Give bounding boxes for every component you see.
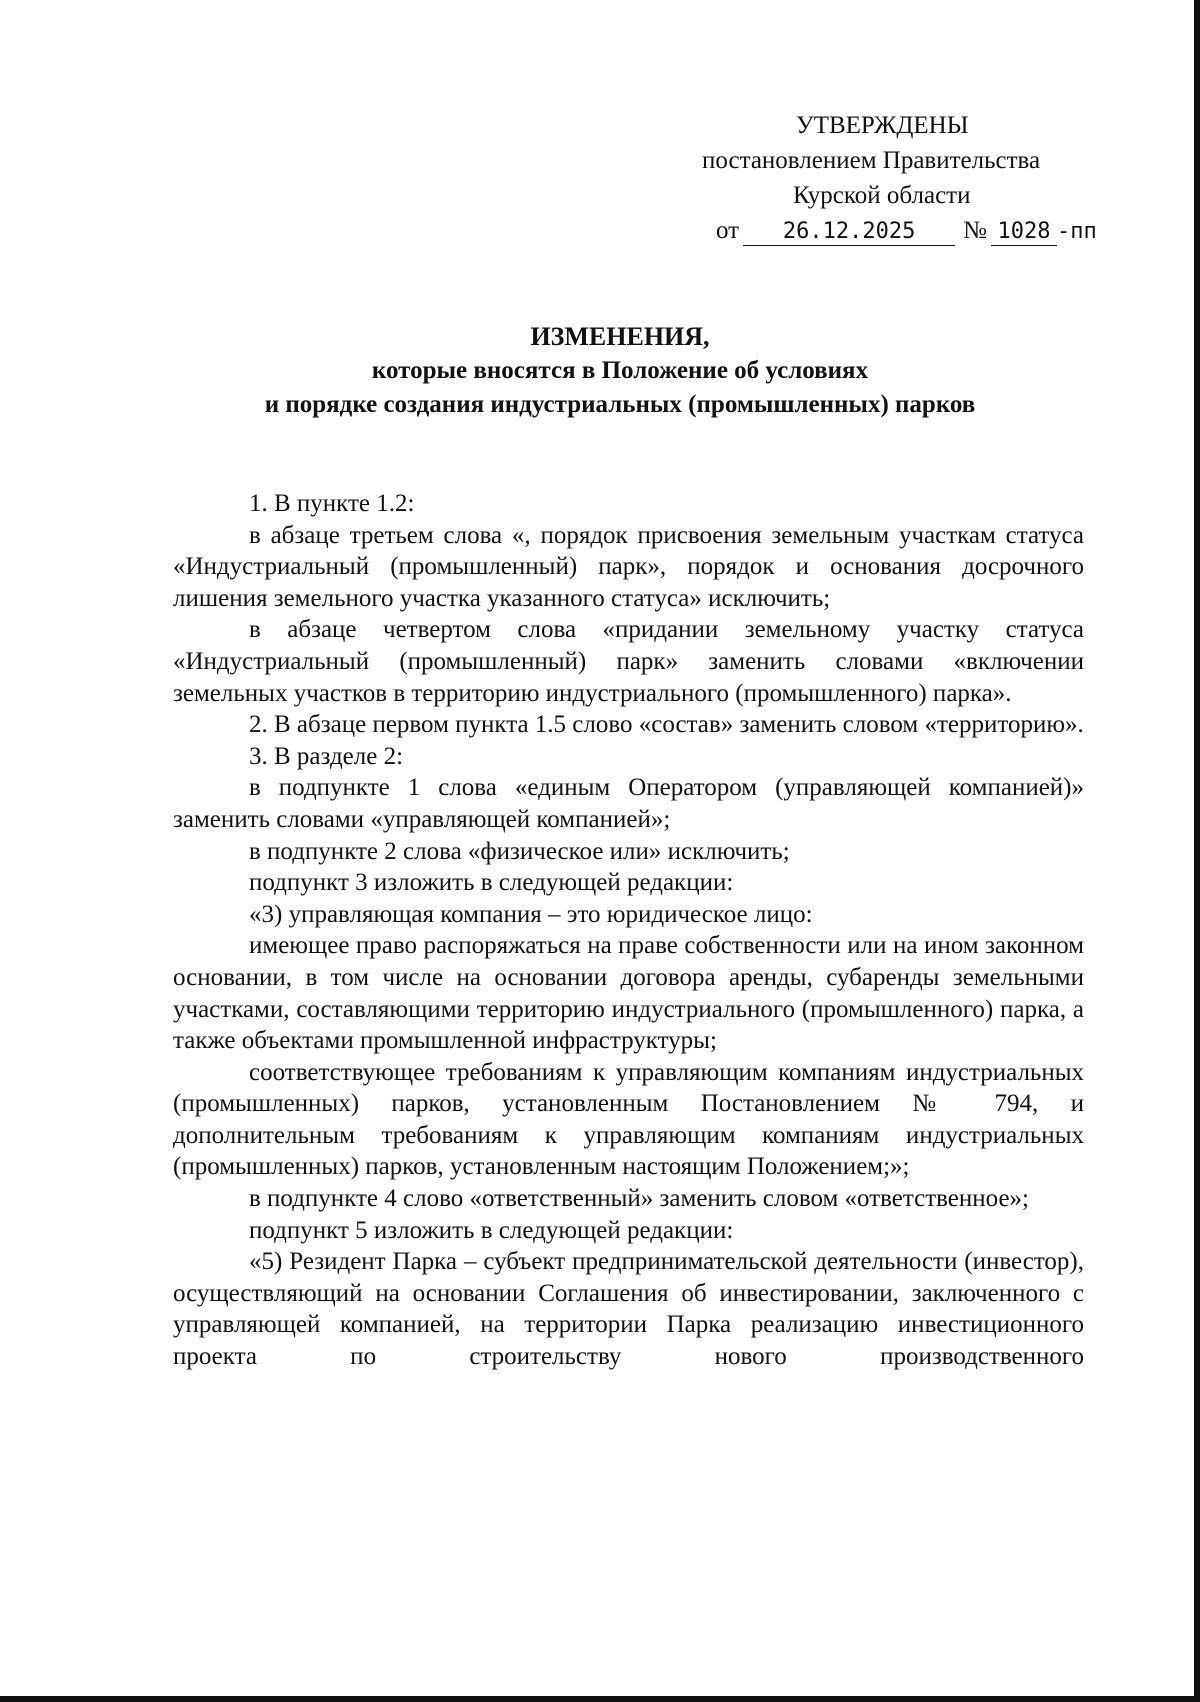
scan-border-bottom xyxy=(0,1696,1200,1702)
paragraph: имеющее право распоряжаться на праве собственности или на ином законном основании, в том числе на основании договора аренды, субаренды земельными участками, составляющими территорию индустриального (промышленного) парка, а также объектами промышленной инфраструктуры; xyxy=(173,932,1084,1055)
approval-block xyxy=(640,108,1140,249)
title-line-3: и порядке создания индустриальных (промышленных) парков xyxy=(264,391,976,418)
paragraph: в абзаце четвертом слова «придании земельному участку статуса «Индустриальный (промышленный) парк» заменить словами «включении земельных участков в территорию индустриального (промышленного) парка». xyxy=(173,616,1084,707)
approval-region: Курской области xyxy=(793,182,971,209)
scan-border-right xyxy=(1194,0,1200,1702)
number-field: 1028 xyxy=(991,219,1057,246)
paragraph: соответствующее требованиям к управляющим компаниям индустриальных (промышленных) парков, установленным Постановлением № 794, и дополнительным требованиям к управляющим компаниям индустриальных (промышленных) парков, установленным настоящим Положением;»; xyxy=(173,1058,1084,1181)
document-title xyxy=(170,320,1070,422)
paragraph: в подпункте 4 слово «ответственный» заменить словом «ответственное»; xyxy=(249,1185,1030,1213)
paragraph: 1. В пункте 1.2: xyxy=(249,490,415,517)
paragraph: в абзаце третьем слова «, порядок присвоения земельным участкам статуса «Индустриальный (промышленный) парк», порядок и основания досрочного лишения земельного участка указанного статуса» исключить; xyxy=(173,521,1084,612)
approval-authority: постановлением Правительства xyxy=(702,147,1041,174)
date-prefix: от xyxy=(716,217,740,244)
paragraph: «3) управляющая компания – это юридическое лицо: xyxy=(249,900,813,928)
number-suffix: -пп xyxy=(1056,219,1097,244)
paragraph: подпункт 3 изложить в следующей редакции: xyxy=(249,869,734,897)
paragraph: в подпункте 2 слова «физическое или» исключить; xyxy=(249,837,790,865)
paragraph: 3. В разделе 2: xyxy=(249,742,404,770)
document-body xyxy=(173,488,1084,1373)
paragraph: в подпункте 1 слова «единым Оператором (управляющей компанией)» заменить словами «управляющей компанией»; xyxy=(173,774,1084,833)
title-line-1: ИЗМЕНЕНИЯ, xyxy=(530,322,710,351)
date-field: 26.12.2025 xyxy=(743,219,955,246)
title-line-2: которые вносятся в Положение об условиях xyxy=(371,357,869,384)
paragraph: 2. В абзаце первом пункта 1.5 слово «состав» заменить словом «территорию». xyxy=(249,711,1084,739)
approval-date-number-line xyxy=(640,213,1140,249)
approval-heading: УТВЕРЖДЕНЫ xyxy=(796,112,969,139)
paragraph: подпункт 5 изложить в следующей редакции: xyxy=(249,1216,734,1244)
paragraph: «5) Резидент Парка – субъект предпринимательской деятельности (инвестор), осуществляющий на основании Соглашения об инвестировании, заключенного с управляющей компанией, на территории Парка реализацию инвестиционного проекта по строительству нового производственного xyxy=(173,1248,1084,1371)
number-sign: № xyxy=(963,217,987,244)
